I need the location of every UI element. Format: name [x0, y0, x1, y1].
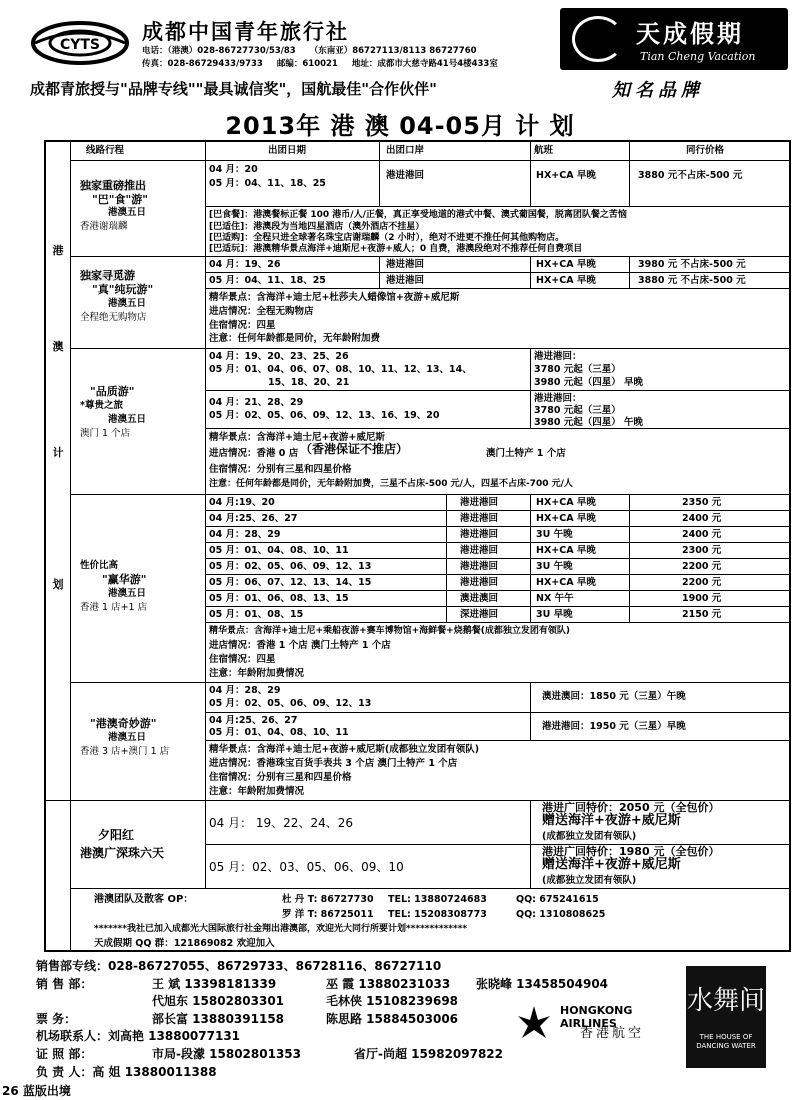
- contact-info: 电话：（港澳）028-86727730/53/83 （东南亚）86727113/8113 86727760 传真：028-86729433/9733 邮编：610021 地址：成都市大慈寺路41号4楼433室: [142, 46, 498, 69]
- r4-cell: HX+CA 早晚: [536, 577, 596, 588]
- side-label: 港: [52, 244, 64, 257]
- r4-cell: 港进港回: [460, 513, 499, 524]
- r4-cell: 05 月：02、05、06、09、12、13: [209, 561, 372, 572]
- itinerary-table: 港 澳 计 划 线路行程 出团日期 出团口岸 航班 同行价格 独家重磅推出 "巴"食"游" 港澳五日 香港谢瑞麟 04 月：20 05 月：04、11、18、25 港进港回 HX+CA 早晚 3880 元不占床-500 元 [巴食餐]：港澳餐标正餐 100 港币/人/正餐，真正享受地道的港式中餐、澳式葡国餐，脱离团队餐之苦恼 [巴适住]：港澳段为当地四星酒店（澳外酒店不挂星） [巴适购]：全程只进全球著名珠宝店谢瑞麟（2 小时），绝对不进更不推任何其他购物店。 [巴适玩]：港澳精华景点海洋+迪斯尼+夜游+威人；0 自费，港澳段绝对不推荐任何自费项目 独家寻觅游 "真"纯玩游" 港澳五日 全程绝无购物店 04 月：19、26 港进港回 HX+CA 早晚 3980 元 不占床-500 元 05 月：04、11、18、25 港进港回 HX+CA 早晚 3880 元 不占床-500 元 精华景点：含海洋+迪士尼+杜莎夫人蜡像馆+夜游+威尼斯 进店情况：全程无购物店 住宿情况：四星 注意：任何年龄都是同价，无年龄附加费 "品质游" *尊贵之旅 港澳五日 澳门 1 个店 04 月：19、20、23、25、26 05 月：01、04、06、07、08、10、11、12、13、14、 15、18、20、21 港进港回： 3780 元起（三星） 3980 元起（四星） 早晚 04 月：21、28、29 05 月：02、05、06、09、12、13、16、19、20 港进港回： 3780 元起（三星） 3980 元起（四星） 午晚 精华景点：含海洋+迪士尼+夜游+威尼斯 进店情况：香港 0 店 （香港保证不推店） 澳门土特产 1 个店 住宿情况：分别有三星和四星价格 注意：任何年龄都是同价，无年龄附加费，三星不占床-500 元/人，四星不占床-700 元/人 性价比高 "赢华游" 港澳五日 香港 1 店+1 店 04 月:19、20 港进港回 HX+CA 早晚 2350 元 04 月:25、26、27 港进港回 HX+CA 早晚 2400 元 04 月：28、29 港进港回 3U 午晚 2400 元 05 月：01、04、08、10、11 港进港回 HX+CA 早晚 2300 元 05 月：02、05、06、09、12、13 港进港回 3U 午晚 2200 元 05 月：06、07、12、13、14、15 港进港回 HX+CA 早晚 2200 元 05 月：01、06、08、13、15 澳进澳回 NX 午午 1900 元 05 月：01、08、15 深进港回 3U 早晚 2150 元 精华景点：含海洋+迪士尼+乘船夜游+赛车博物馆+海鲜餐+烧鹅餐(成都独立发团有领队) 进店情况：香港 1 个店 澳门土特产 1 个店 住宿情况：四星 注意：年龄附加费情况 "港澳奇妙游" 港澳五日 香港 3 店+澳门 1 店 04 月：28、29 05 月：02、05、06、09、12、13 澳进澳回：1850 元（三星）午晚 04 月:25、26、27 05 月：01、04、08、10、11 港进港回：1950 元（三星）早晚 精华景点：含海洋+迪士尼+夜游+威尼斯(成都独立发团有领队) 进店情况：香港珠宝百货手表共 3 个店 澳门土特产 1 个店 住宿情况：分别有三星和四星价格 注意：年龄附加费情况 夕阳红 港澳广深珠六天 04 月： 19、22、24、26 05 月：02、03、05、06、09、10 港进广回特价：2050 元（全包价） 赠送海洋+夜游+威尼斯 (成都独立发团有领队) 港进广回特价：1980 元（全包价） 赠送海洋+夜游+威尼斯 (成都独立发团有领队) 港澳团队及散客 OP： 杜 丹 T: 86727730 TEL: 13880724683 QQ: 675241615 罗 洋 T: 86725011 TEL: 15208308773 QQ: 1310808625 *******我社已加入成都光大国际旅行社金翔出港澳部，欢迎光大同行所要计划************* 天成假期 QQ 群：121869082 欢迎加入: [44, 140, 791, 952]
- r4-cell: 2400 元: [682, 513, 722, 524]
- header-route: 线路行程: [86, 145, 125, 156]
- r4-cell: 3U 早晚: [536, 609, 573, 620]
- r4-cell: 04 月:19、20: [209, 497, 275, 508]
- r4-cell: 澳进澳回: [460, 593, 499, 604]
- r4-cell: 港进港回: [460, 561, 499, 572]
- page-number: 26 蓝版出境: [2, 1084, 71, 1098]
- r4-cell: 港进港回: [460, 545, 499, 556]
- r4-cell: 2350 元: [682, 497, 722, 508]
- header-date: 出团日期: [268, 145, 307, 156]
- tiancheng-logo: 天成假期 Tian Cheng Vacation: [560, 8, 788, 70]
- header-price: 同行价格: [686, 145, 725, 156]
- r4-cell: NX 午午: [536, 593, 574, 604]
- r4-cell: 3U 午晚: [536, 561, 573, 572]
- r4-cell: 港进港回: [460, 497, 499, 508]
- r4-cell: 04 月：28、29: [209, 529, 281, 540]
- header-flight: 航班: [534, 145, 554, 156]
- r4-cell: 港进港回: [460, 577, 499, 588]
- slogan: 成都青旅授与"品牌专线""最具诚信奖"，国航最佳"合作伙伴": [30, 80, 437, 98]
- r4-cell: HX+CA 早晚: [536, 545, 596, 556]
- r4-cell: 2400 元: [682, 529, 722, 540]
- r4-cell: 2300 元: [682, 545, 722, 556]
- cyts-logo: [30, 18, 130, 68]
- r4-cell: 3U 午晚: [536, 529, 573, 540]
- svg-text:CYTS: CYTS: [59, 37, 101, 53]
- r4-cell: HX+CA 早晚: [536, 513, 596, 524]
- r4-cell: 港进港回: [460, 529, 499, 540]
- header-port: 出团口岸: [386, 145, 425, 156]
- r4-cell: 05 月：01、06、08、13、15: [209, 593, 349, 604]
- r4-cell: 深进港回: [460, 609, 499, 620]
- r4-cell: 04 月:25、26、27: [209, 513, 298, 524]
- airline-bird-icon: [514, 1002, 554, 1042]
- brand-tag: 知名品牌: [612, 80, 704, 101]
- r4-cell: 2200 元: [682, 561, 722, 572]
- r4-cell: 05 月：01、08、15: [209, 609, 304, 620]
- r4-cell: 2200 元: [682, 577, 722, 588]
- r4-cell: 05 月：01、04、08、10、11: [209, 545, 349, 556]
- company-name: 成都中国青年旅行社: [142, 20, 349, 44]
- r4-cell: 2150 元: [682, 609, 722, 620]
- dancing-water-logo: 水舞间 THE HOUSE OF DANCING WATER: [686, 966, 766, 1068]
- plan-title: 2013年 港 澳 04-05月 计 划: [225, 112, 575, 140]
- hongkong-airlines-logo: HONGKONG AIRLINES 香港航空: [514, 1000, 686, 1044]
- r4-cell: 1900 元: [682, 593, 722, 604]
- r4-cell: 05 月：06、07、12、13、14、15: [209, 577, 372, 588]
- r4-cell: HX+CA 早晚: [536, 497, 596, 508]
- logo-ring-icon: [572, 16, 624, 62]
